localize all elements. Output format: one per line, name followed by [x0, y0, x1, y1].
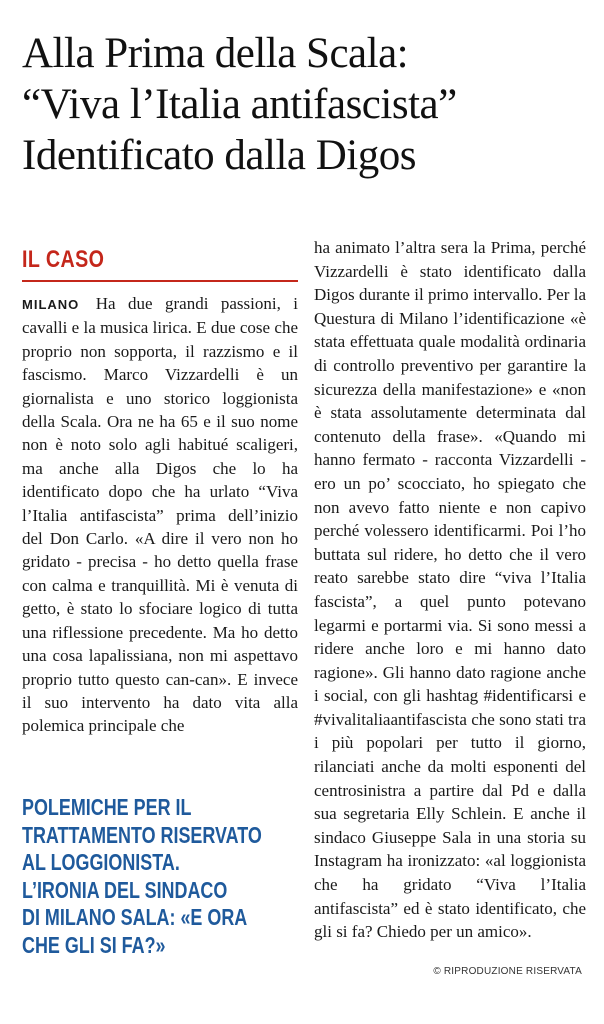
section-kicker: IL CASO	[22, 246, 105, 273]
copyright-notice: © RIPRODUZIONE RISERVATA	[433, 966, 582, 977]
dateline: MILANO	[22, 297, 80, 312]
headline-line-2: “Viva l’Italia antifascista”	[22, 81, 457, 128]
pull-quote-line: POLEMICHE PER IL	[22, 794, 192, 820]
article-text-col2: ha animato l’altra sera la Prima, perché Vizzardelli è stato identificato dalla Digos durante il primo intervallo. Per la Questura di Milano l’identificazione «è stata effettuata quale modalità ordinaria di controllo preventivo per garantire la sicurezza della manifestazione» e «non è stata assolutamente determinata dal contenuto della frase». «Quando mi hanno fermato - racconta Vizzardelli - ero un po’ scocciato, ho spiegato che non avevo fatto niente e non capivo perché volessero identificarmi. Poi l’ho buttata sul ridere, ho detto che il vero reato sarebbe stato dire “viva l’Italia fascista”, a quel punto potevano legarmi e portarmi via. Si sono messi a ridere anche loro e mi hanno dato ragione». Gli hanno dato ragione anche i social, con gli hashtag #identificarsi e #vivalitaliaantifascista che sono stati tra i più popolari per tutto il giorno, rilanciati anche da molti esponenti del centrosinistra a partire dal Pd e dalla sua segretaria Elly Schlein. E anche il sindaco Giuseppe Sala in una storia su Instagram ha ironizzato: «al loggionista che ha gridato “Viva l’Italia antifascista” ed è stato identificato, che gli si fa? Chiedo per un amico».	[314, 238, 586, 942]
pull-quote-line: TRATTAMENTO RISERVATO	[22, 821, 262, 848]
headline	[22, 28, 592, 181]
article-text-col1: Ha due grandi passioni, i cavalli e la musica lirica. E due cose che proprio non sopporta, il razzismo e il fascismo. Marco Vizzardelli è un giornalista e uno storico loggionista della Scala. Ora ne ha 65 e il suo nome non è noto solo agli habitué scaligeri, ma anche alla Digos che lo ha identificato dopo che ha urlato “Viva l’Italia antifascista” prima dell’inizio del Don Carlo. «A dire il vero non ho gridato - precisa - ho detto quella frase con calma e tranquillità. Mi è venuta di getto, è stato lo sfociare logico di tutta una riflessione precedente. Ma ho detto una cosa lapalissiana, non mi aspettavo proprio tutto questo can-can». E invece il suo intervento ha dato vita alla polemica principale che	[22, 294, 299, 736]
pull-quote	[22, 794, 295, 959]
pull-quote-line: CHE GLI SI FA?»	[22, 931, 166, 958]
kicker-divider	[22, 280, 298, 282]
article-column-1	[22, 292, 298, 738]
pull-quote-line: L’IRONIA DEL SINDACO	[22, 876, 228, 903]
article-column-2	[314, 236, 586, 944]
headline-line-3: Identificato dalla Digos	[22, 132, 416, 179]
pull-quote-line: DI MILANO SALA: «E ORA	[22, 904, 248, 930]
headline-line-1: Alla Prima della Scala:	[22, 30, 409, 77]
pull-quote-line: AL LOGGIONISTA.	[22, 849, 180, 875]
